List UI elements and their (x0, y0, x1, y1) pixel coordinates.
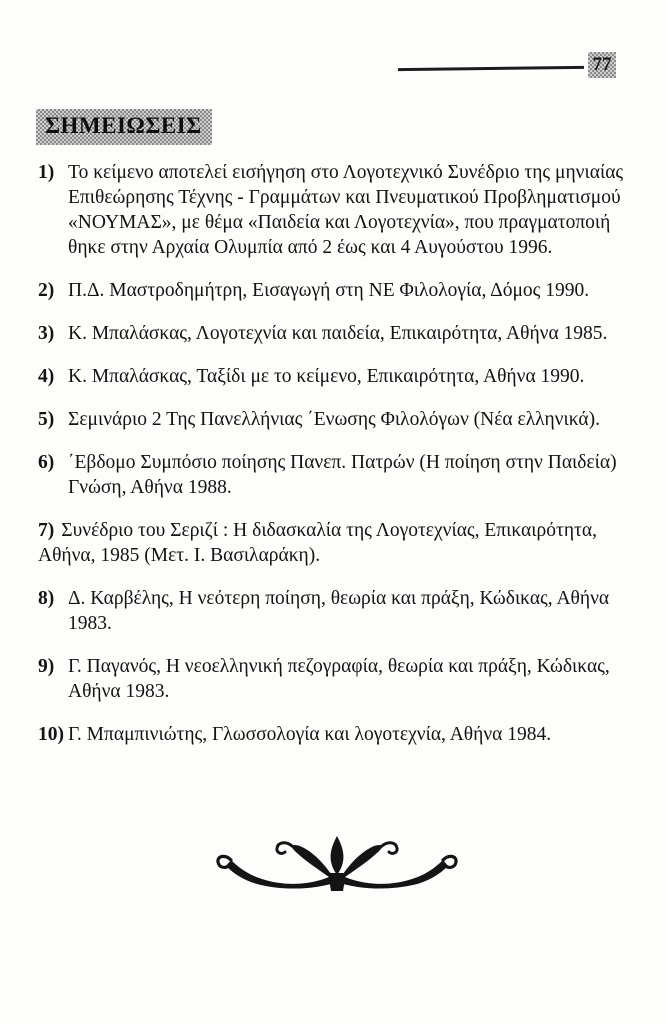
note-number: 8) (38, 588, 55, 609)
note-item-7 (38, 518, 634, 568)
notes-list (38, 160, 634, 765)
note-line: Σεμινάριο 2 Της Πανελλήνιας ΄Ενωσης Φιλολόγων (Νέα ελληνικά). (68, 409, 600, 430)
note-line: Το κείμενο αποτελεί εισήγηση στο Λογοτεχνικό Συνέδριο της μηνιαίας (68, 162, 624, 183)
note-item-8 (38, 586, 634, 636)
note-number: 9) (38, 656, 55, 677)
note-line: Γ. Μπαμπινιώτης, Γλωσσολογία και λογοτεχνία, Αθήνα 1984. (68, 724, 552, 745)
note-text (68, 654, 634, 704)
note-number: 1) (38, 162, 55, 183)
note-item-1 (38, 160, 634, 260)
note-number: 3) (38, 323, 55, 344)
note-line: 1983. (68, 613, 112, 634)
note-line: Επιθεώρησης Τέχνης - Γραμμάτων και Πνευματικού Προβληματισμού (68, 187, 621, 208)
note-item-2 (38, 278, 634, 303)
note-text (68, 722, 634, 747)
note-line: Κ. Μπαλάσκας, Λογοτεχνία και παιδεία, Επικαιρότητα, Αθήνα 1985. (68, 323, 608, 344)
note-number: 6) (38, 452, 55, 473)
note-number: 10) (38, 724, 64, 745)
note-line: Δ. Καρβέλης, Η νεότερη ποίηση, θεωρία και πράξη, Κώδικας, Αθήνα (68, 588, 610, 609)
note-line: ΄Εβδομο Συμπόσιο ποίησης Πανεπ. Πατρών (Η ποίηση στην Παιδεία) (68, 452, 617, 473)
note-line: Γνώση, Αθήνα 1988. (68, 477, 232, 498)
note-line: Γ. Παγανός, Η νεοελληνική πεζογραφία, θεωρία και πράξη, Κώδικας, (68, 656, 610, 677)
page-number: 77 (588, 52, 616, 78)
note-line: Αθήνα 1983. (68, 681, 170, 702)
note-text (68, 321, 634, 346)
note-number: 2) (38, 280, 55, 301)
note-number: 7) (38, 520, 55, 541)
note-line: θηκε στην Αρχαία Ολυμπία από 2 έως και 4 Αυγούστου 1996. (68, 237, 553, 258)
notes-heading: ΣΗΜΕΙΩΣΕΙΣ (36, 109, 212, 145)
note-item-4 (38, 364, 634, 389)
note-text (68, 160, 634, 260)
note-line: Συνέδριο του Σεριζί : Η διδασκαλία της Λογοτεχνίας, Επικαιρότητα, (61, 520, 597, 541)
note-line: Αθήνα, 1985 (Μετ. Ι. Βασιλαράκη). (38, 545, 321, 566)
note-text (68, 278, 634, 303)
note-line: Κ. Μπαλάσκας, Ταξίδι με το κείμενο, Επικαιρότητα, Αθήνα 1990. (68, 366, 585, 387)
note-text (68, 450, 634, 500)
header-rule (398, 66, 584, 71)
note-line: Π.Δ. Μαστροδημήτρη, Εισαγωγή στη ΝΕ Φιλολογία, Δόμος 1990. (68, 280, 590, 301)
note-item-3 (38, 321, 634, 346)
note-number: 4) (38, 366, 55, 387)
note-item-5 (38, 407, 634, 432)
floral-flourish-ornament (212, 833, 462, 899)
note-item-9 (38, 654, 634, 704)
note-text (68, 364, 634, 389)
note-item-10 (38, 722, 634, 747)
note-text (68, 407, 634, 432)
note-number: 5) (38, 409, 55, 430)
note-line: «ΝΟΥΜΑΣ», με θέμα «Παιδεία και Λογοτεχνία», που πραγματοποιή (68, 212, 611, 233)
note-item-6 (38, 450, 634, 500)
note-text (68, 586, 634, 636)
note-text (38, 518, 634, 543)
